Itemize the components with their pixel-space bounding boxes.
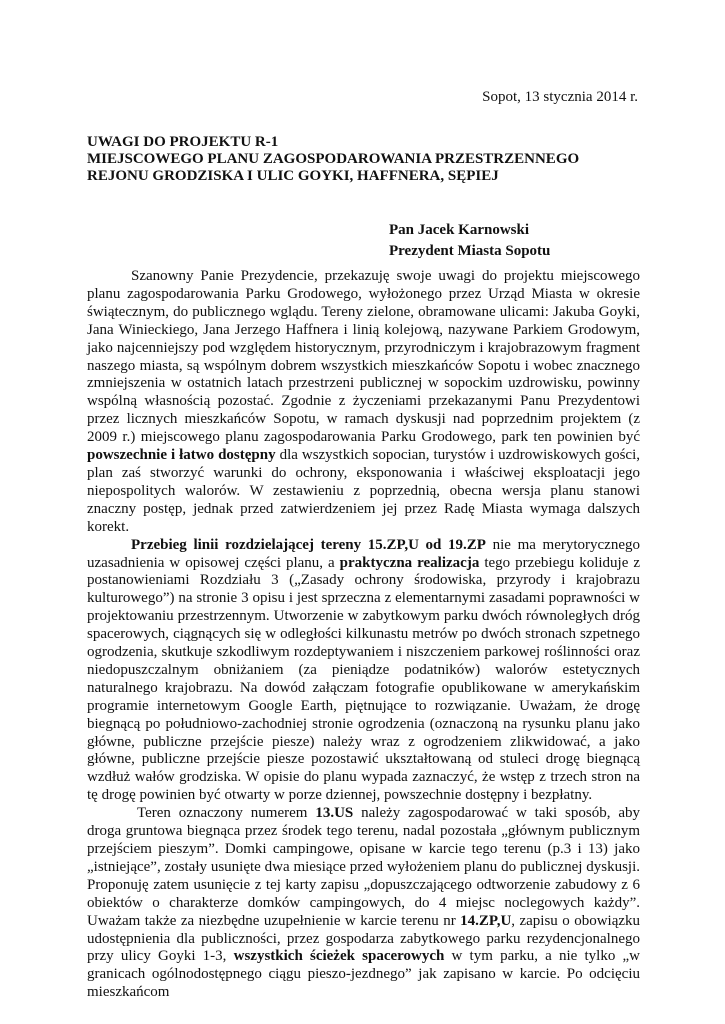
letter-title xyxy=(87,134,647,185)
title-line-2: MIEJSCOWEGO PLANU ZAGOSPODAROWANIA PRZESTRZENNEGO xyxy=(87,151,580,167)
p3-text-2: należy zagospodarować w taki sposób, aby droga gruntowa biegnąca przez środek tego terenu, nadal pozostała „głównym publicznym przejściem pieszym”. Domki campingowe, opisane w karcie tego terenu (p.3 i 13) jako „istniejące”, zostały usunięte dwa miesiące przed wyłożeniem planu do publicznej dyskusji. Proponuję zatem usunięcie z tej karty zapisu „dopuszczającego odtworzenie zabudowy z 6 obiektów o charakterze domków campingowych, do 4 miejsc noclegowych każdy”. Uważam także za niezbędne uzupełnienie w karcie terenu nr xyxy=(87,805,640,929)
p2-bold-1: Przebieg linii rozdzielającej tereny 15.ZP,U od 19.ZP xyxy=(131,536,486,553)
p3-text-3: , zapisu o obowiązku udostępnienia dla publiczności, przez gospodarza zabytkowego parku rezydencjonalnego przy ulicy Goyki 1-3, xyxy=(87,912,641,965)
addressee-block xyxy=(389,220,550,262)
title-line-1: UWAGI DO PROJEKTU R-1 xyxy=(87,134,279,150)
p3-bold-2: 14.ZP,U xyxy=(460,912,512,929)
p3-text-4: w tym parku, a nie tylko „w granicach ogólnodostępnego ciągu pieszo-jezdnego” jak zapisano w karcie. Po odcięciu mieszkańcom xyxy=(87,948,640,1001)
p2-text-2: tego przebiegu koliduje z postanowieniami Rozdziału 3 („Zasady ochrony środowiska, przyrody i krajobrazu kulturowego”) na stronie 3 opisu i jest sprzeczna z elementarnymi zasadami poprawności w projektowaniu przestrzennym. Utworzenie w zabytkowym parku dwóch równoległych dróg spacerowych, ciągnących się w odległości kilkunastu metrów po dwóch stronach szpetnego ogrodzenia, skutkuje szkodliwym rozdeptywaniem i niszczeniem parkowej roślinności oraz niedopuszczalnym obniżaniem (za pieniądze podatników) walorów estetycznych naturalnego krajobrazu. Na dowód załączam fotografie opublikowane w amerykańskim programie internetowym Google Earth, piętnujące to rozwiązanie. Uważam, że drogę biegnącą po południowo-zachodniej stronie ogrodzenia (oznaczoną na rysunku planu jako główne, publiczne przejście piesze) należy wraz z ogrodzeniem zlikwidować, a jako główne, publiczne przejście piesze pozostawić ukształtowaną od stuleci drogę biegnącą wzdłuż wałów grodziska. W opisie do planu wypada zaznaczyć, że wstęp z trzech stron na tę drogę powinien być otwarty w porze dziennej, powszechnie dostępny i bezpłatny. xyxy=(87,554,641,804)
title-line-3: REJONU GRODZISKA I ULIC GOYKI, HAFFNERA, SĘPIEJ xyxy=(87,168,499,184)
addressee-name: Pan Jacek Karnowski xyxy=(389,222,530,238)
p3-bold-1: 13.US xyxy=(315,805,354,822)
letter-body xyxy=(87,268,640,1002)
p1-bold-1: powszechnie i łatwo dostępny xyxy=(87,447,276,464)
paragraph-boundary-line xyxy=(87,537,640,806)
p3-bold-3: wszystkich ścieżek spacerowych xyxy=(233,948,445,965)
letter-date: Sopot, 13 stycznia 2014 r. xyxy=(482,89,638,105)
p2-text-1: nie ma merytorycznego uzasadnienia w opisowej części planu, a xyxy=(87,536,640,571)
addressee-role: Prezydent Miasta Sopotu xyxy=(389,243,551,259)
p1-text-2: dla wszystkich sopocian, turystów i uzdrowiskowych gości, plan zaś stworzyć warunki do ochrony, eksponowania i właściwej eksploatacji jego niepospolitych walorów. W zestawieniu z poprzednią, obecna wersja planu stanowi znaczny postęp, jednak przed zatwierdzeniem jej przez Radę Miasta wymaga dalszych korekt. xyxy=(87,447,640,535)
paragraph-introduction xyxy=(87,268,640,537)
p1-text-1: Szanowny Panie Prezydencie, przekazuję swoje uwagi do projektu miejscowego planu zagospodarowania Parku Grodowego, wyłożonego przez Urząd Miasta w okresie świątecznym, do publicznego wglądu. Tereny zielone, obramowane ulicami: Jakuba Goyki, Jana Winieckiego, Jana Jerzego Haffnera i linią kolejową, nazywane Parkiem Grodowym, jako najcenniejszy pod względem historycznym, przyrodniczym i krajobrazowym fragment naszego miasta, są wspólnym dobrem wszystkich mieszkańców Sopotu i wobec znacznego zmniejszenia w ostatnich latach przestrzeni publicznej w sopockim uzdrowisku, powinny wspólną własnością pozostać. Zgodnie z życzeniami przekazanymi Panu Prezydentowi przez licznych mieszkańców Sopotu, w ramach dyskusji nad poprzednim projektem (z 2009 r.) miejscowego planu zagospodarowania Parku Grodowego, park ten powinien być xyxy=(87,268,640,446)
p3-text-1: Teren oznaczony numerem xyxy=(137,805,316,822)
p2-bold-2: praktyczna realizacja xyxy=(339,554,480,571)
paragraph-area-13us xyxy=(87,805,640,1002)
